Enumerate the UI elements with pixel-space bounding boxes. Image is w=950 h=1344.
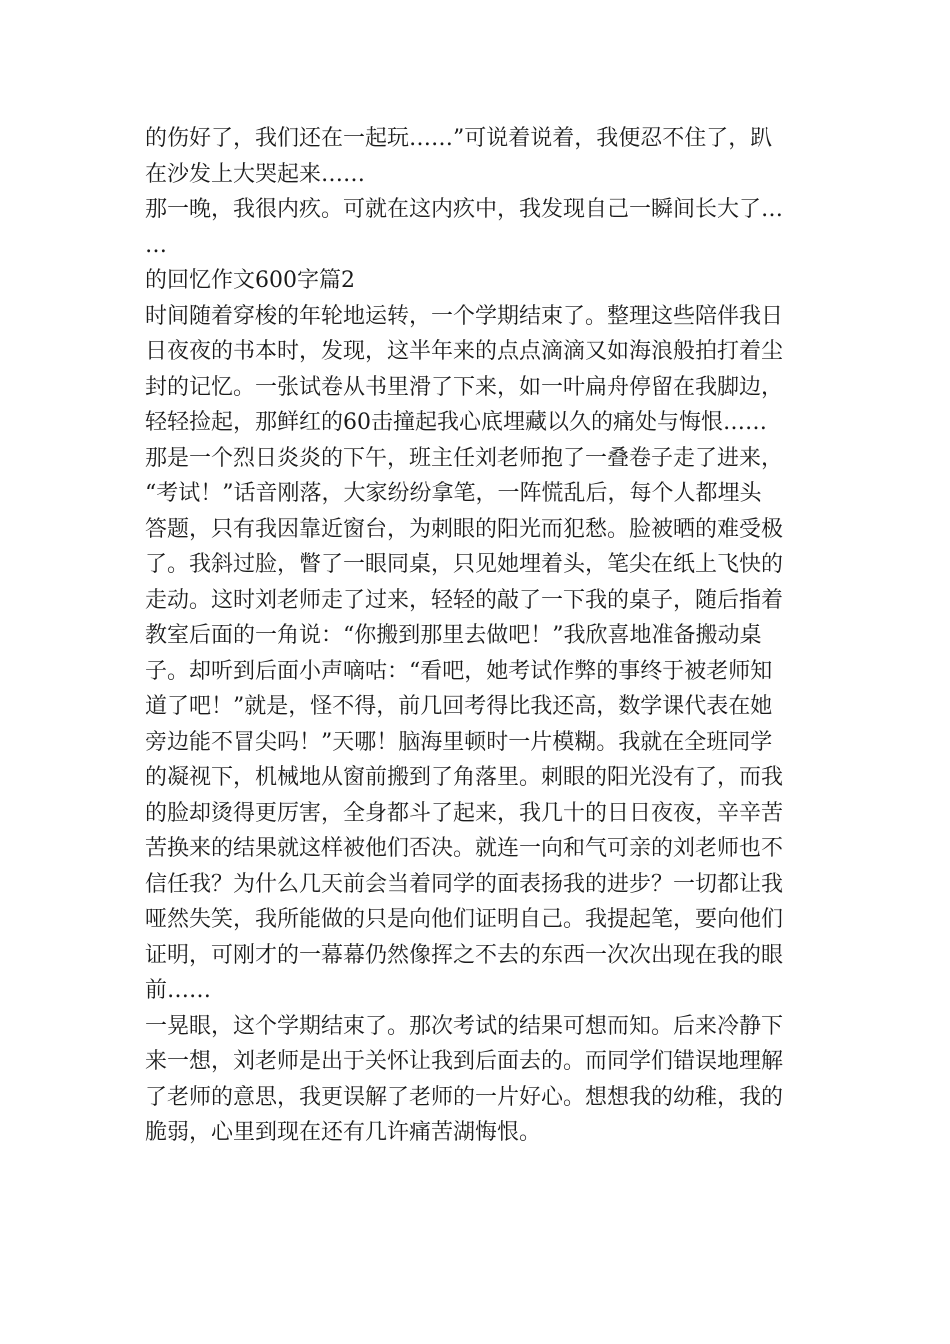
text-line: 答题，只有我因靠近窗台，为刺眼的阳光而犯愁。脸被晒的难受极	[145, 516, 784, 542]
text-line: 信任我？为什么几天前会当着同学的面表扬我的进步？一切都让我	[145, 871, 784, 897]
text-line: 前……	[145, 978, 212, 1003]
text-line: 来一想，刘老师是出于关怀让我到后面去的。而同学们错误地理解	[145, 1049, 784, 1074]
text-line: 的伤好了，我们还在一起玩……”可说着说着，我便忍不住了，趴	[145, 126, 773, 151]
text-line: 脆弱，心里到现在还有几许痛苦湖悔恨。	[145, 1120, 542, 1145]
text-line: 了老师的意思，我更误解了老师的一片好心。想想我的幼稚，我的	[145, 1084, 784, 1110]
text-line: 那一晚，我很内疚。可就在这内疚中，我发现自己一瞬间长大了…	[145, 197, 784, 222]
text-line: 轻轻捡起，那鲜红的60击撞起我心底埋藏以久的痛处与悔恨……	[145, 410, 767, 435]
text-line: 走动。这时刘老师走了过来，轻轻的敲了一下我的桌子，随后指着	[145, 587, 784, 613]
text-line: 证明，可刚才的一幕幕仍然像挥之不去的东西一次次出现在我的眼	[145, 942, 784, 968]
text-line: 教室后面的一角说：“你搬到那里去做吧！”我欣喜地准备搬动桌	[145, 623, 762, 648]
text-line: 的凝视下，机械地从窗前搬到了角落里。刺眼的阳光没有了，而我	[145, 765, 784, 790]
text-line: 苦换来的结果就这样被他们否决。就连一向和气可亲的刘老师也不	[145, 836, 784, 861]
text-line: 那是一个烈日炎炎的下午，班主任刘老师抱了一叠卷子走了进来，	[145, 445, 784, 471]
text-line: 封的记忆。一张试卷从书里滑了下来，如一叶扁舟停留在我脚边，	[145, 374, 784, 400]
text-line: 旁边能不冒尖吗！”天哪！脑海里顿时一片模糊。我就在全班同学	[145, 729, 773, 755]
text-line: …	[145, 232, 167, 258]
text-line: 哑然失笑，我所能做的只是向他们证明自己。我提起笔，要向他们	[145, 907, 784, 932]
text-line: 了。我斜过脸，瞥了一眼同桌，只见她埋着头，笔尖在纸上飞快的	[145, 552, 784, 577]
text-line: 子。却听到后面小声嘀咕：“看吧，她考试作弊的事终于被老师知	[145, 658, 773, 684]
text-line: 在沙发上大哭起来……	[145, 161, 366, 187]
text-line: 时间随着穿梭的年轮地运转，一个学期结束了。整理这些陪伴我日	[145, 303, 784, 329]
text-line: “考试！”话音刚落，大家纷纷拿笔，一阵慌乱后，每个人都埋头	[145, 481, 762, 506]
text-line: 道了吧！”就是，怪不得，前几回考得比我还高，数学课代表在她	[145, 694, 773, 719]
section-heading: 的回忆作文600字篇2	[145, 268, 355, 293]
text-line: 一晃眼，这个学期结束了。那次考试的结果可想而知。后来冷静下	[145, 1013, 784, 1039]
text-line: 的脸却烫得更厉害，全身都斗了起来，我几十的日日夜夜，辛辛苦	[145, 800, 784, 826]
text-line: 日夜夜的书本时，发现，这半年来的点点滴滴又如海浪般拍打着尘	[145, 339, 784, 364]
document-body	[145, 121, 815, 1151]
